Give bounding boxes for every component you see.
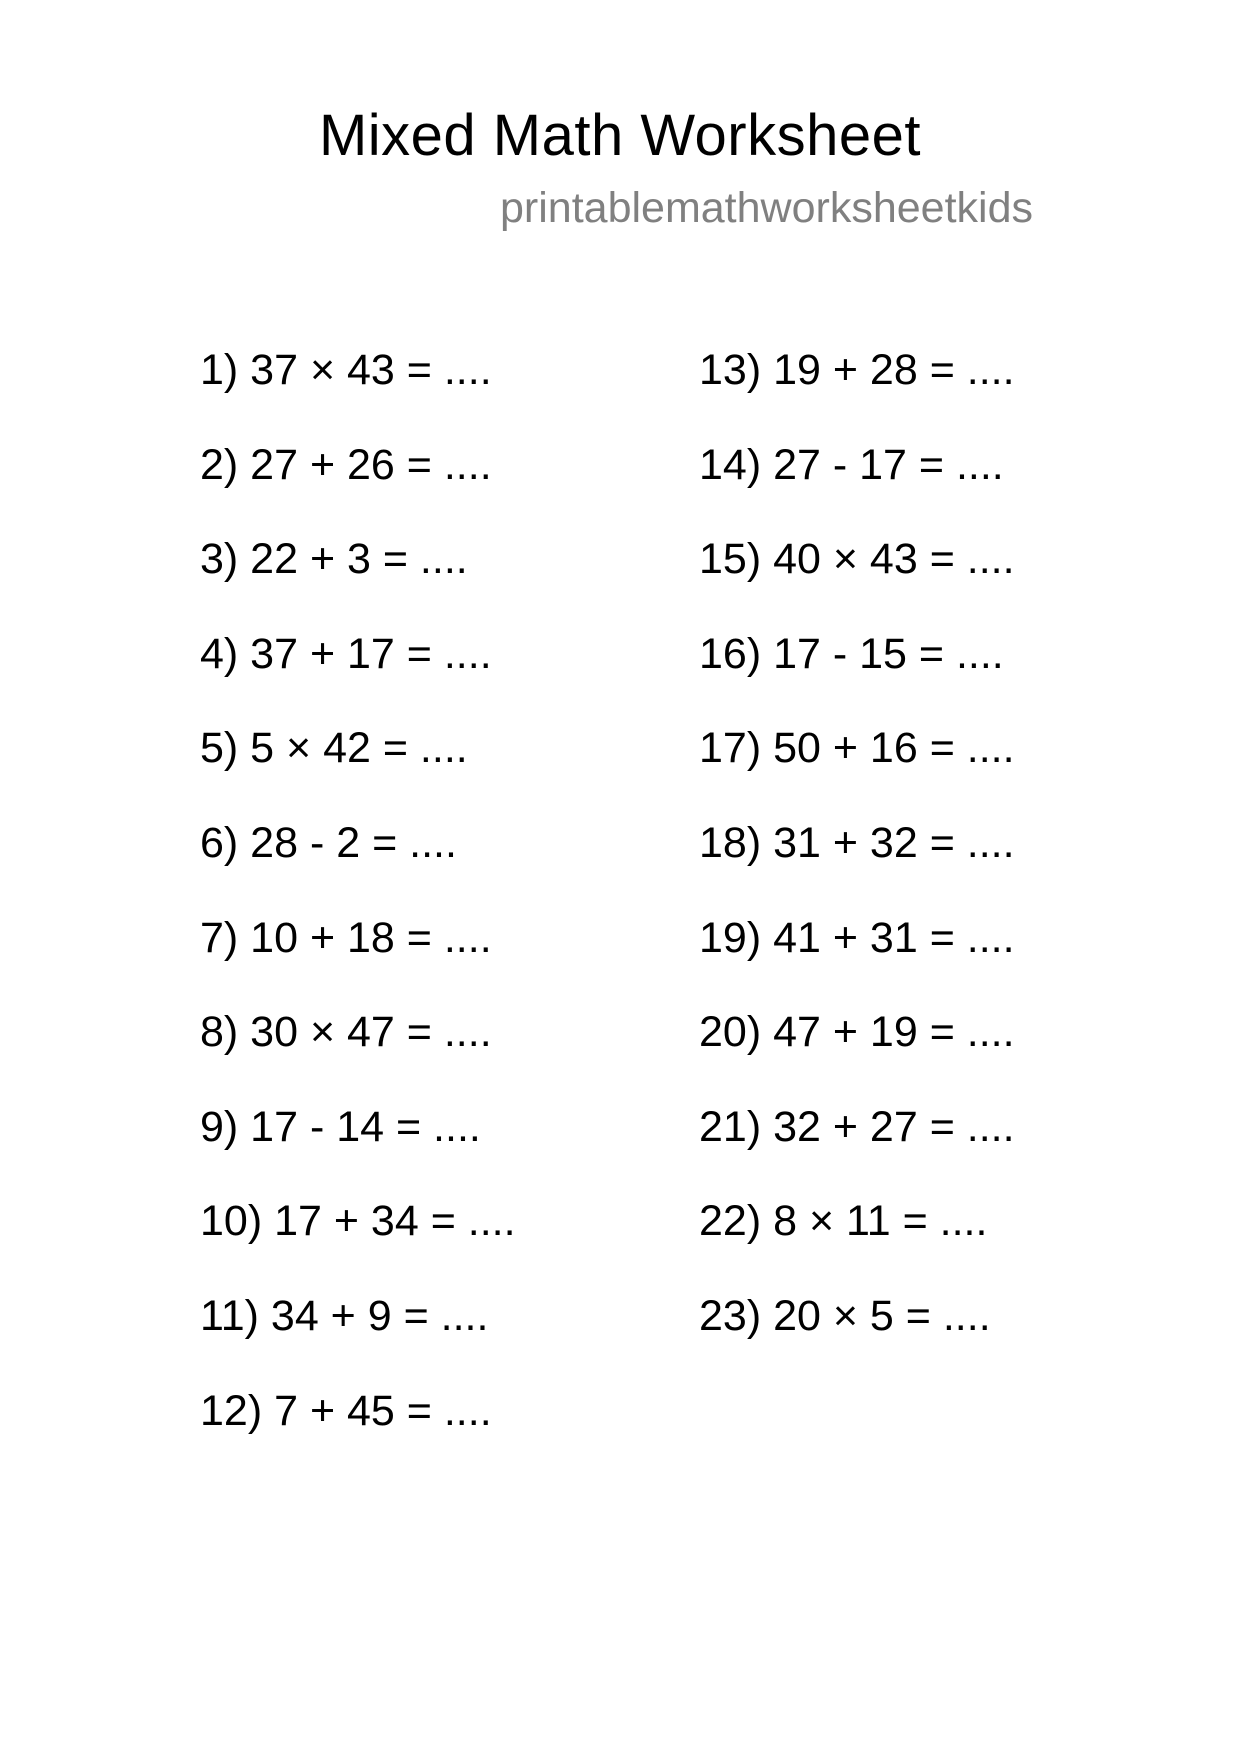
problem-6: 6) 28 - 2 = .... [200, 818, 457, 867]
problem-15: 15) 40 × 43 = .... [699, 535, 1015, 584]
problem-4: 4) 37 + 17 = .... [200, 629, 492, 678]
problem-11: 11) 34 + 9 = .... [200, 1291, 489, 1340]
problem-14: 14) 27 - 17 = .... [699, 440, 1004, 489]
problem-3: 3) 22 + 3 = .... [200, 535, 468, 584]
problem-column-left [200, 340, 516, 1475]
problem-10: 10) 17 + 34 = .... [200, 1197, 516, 1246]
problem-7: 7) 10 + 18 = .... [200, 913, 492, 962]
problem-2: 2) 27 + 26 = .... [200, 440, 492, 489]
problem-12: 12) 7 + 45 = .... [200, 1386, 492, 1435]
problem-column-right [699, 340, 1015, 1381]
problem-9: 9) 17 - 14 = .... [200, 1102, 481, 1151]
problem-16: 16) 17 - 15 = .... [699, 629, 1004, 678]
problem-19: 19) 41 + 31 = .... [699, 913, 1015, 962]
page-title: Mixed Math Worksheet [318, 103, 922, 168]
problem-8: 8) 30 × 47 = .... [200, 1008, 492, 1057]
problem-1: 1) 37 × 43 = .... [200, 346, 492, 394]
problem-23: 23) 20 × 5 = .... [699, 1291, 991, 1340]
problem-22: 22) 8 × 11 = .... [699, 1197, 988, 1246]
problem-5: 5) 5 × 42 = .... [200, 724, 468, 773]
problem-18: 18) 31 + 32 = .... [699, 818, 1015, 867]
problem-20: 20) 47 + 19 = .... [699, 1008, 1015, 1057]
worksheet-subtitle: printablemathworksheetkids [500, 184, 1033, 232]
problem-21: 21) 32 + 27 = .... [699, 1102, 1015, 1151]
problem-13: 13) 19 + 28 = .... [699, 346, 1015, 394]
problem-17: 17) 50 + 16 = .... [699, 724, 1015, 773]
